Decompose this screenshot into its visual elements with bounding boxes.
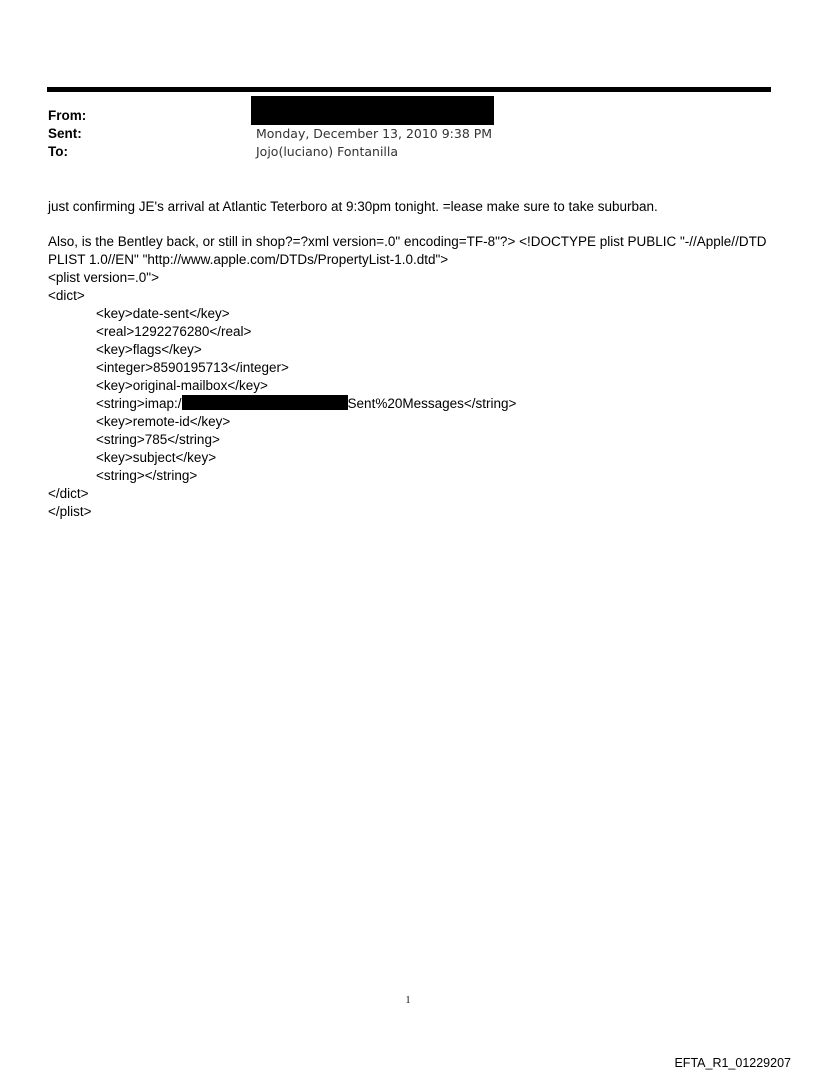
document-id: EFTA_R1_01229207	[674, 1056, 791, 1070]
sent-label: Sent:	[48, 126, 82, 141]
key-original-mailbox-line: <key>original-mailbox</key>	[96, 378, 268, 393]
string-empty-line: <string></string>	[96, 468, 198, 483]
body-paragraph-1: just confirming JE's arrival at Atlantic Teterboro at 9:30pm tonight. =lease make sure to take suburban.	[48, 199, 658, 214]
sent-value: Monday, December 13, 2010 9:38 PM	[256, 126, 493, 141]
dict-close-line: </dict>	[48, 486, 89, 501]
plist-block	[48, 269, 768, 521]
key-remote-id-line: <key>remote-id</key>	[96, 414, 231, 429]
body-paragraph-2: Also, is the Bentley back, or still in shop?=?xml version=.0" encoding=TF-8"?> <!DOCTYPE plist PUBLIC "-//Apple//DTD PLIST 1.0//EN" "http://www.apple.com/DTDs/PropertyList-1.0.dtd">	[48, 234, 767, 267]
string-785-line: <string>785</string>	[96, 432, 220, 447]
email-header	[48, 107, 768, 161]
string-imap-line	[48, 395, 768, 413]
string-imap-prefix: <string>imap:/	[96, 396, 182, 411]
integer-value-line: <integer>8590195713</integer>	[96, 360, 289, 375]
plist-open-line: <plist version=.0">	[48, 270, 159, 285]
from-label: From:	[48, 108, 87, 123]
redaction-box-imap	[182, 395, 348, 410]
header-divider	[47, 87, 771, 92]
dict-open-line: <dict>	[48, 288, 85, 303]
to-value: Jojo(luciano) Fontanilla	[256, 144, 399, 159]
sent-row	[48, 125, 768, 143]
from-row	[48, 107, 768, 125]
key-date-sent-line: <key>date-sent</key>	[96, 306, 230, 321]
string-imap-suffix: Sent%20Messages</string>	[347, 396, 517, 411]
to-row	[48, 143, 768, 161]
real-value-line: <real>1292276280</real>	[96, 324, 252, 339]
page-number: 1	[405, 995, 411, 1006]
key-subject-line: <key>subject</key>	[96, 450, 217, 465]
plist-close-line: </plist>	[48, 504, 92, 519]
email-body	[48, 198, 768, 521]
to-label: To:	[48, 144, 68, 159]
key-flags-line: <key>flags</key>	[96, 342, 202, 357]
